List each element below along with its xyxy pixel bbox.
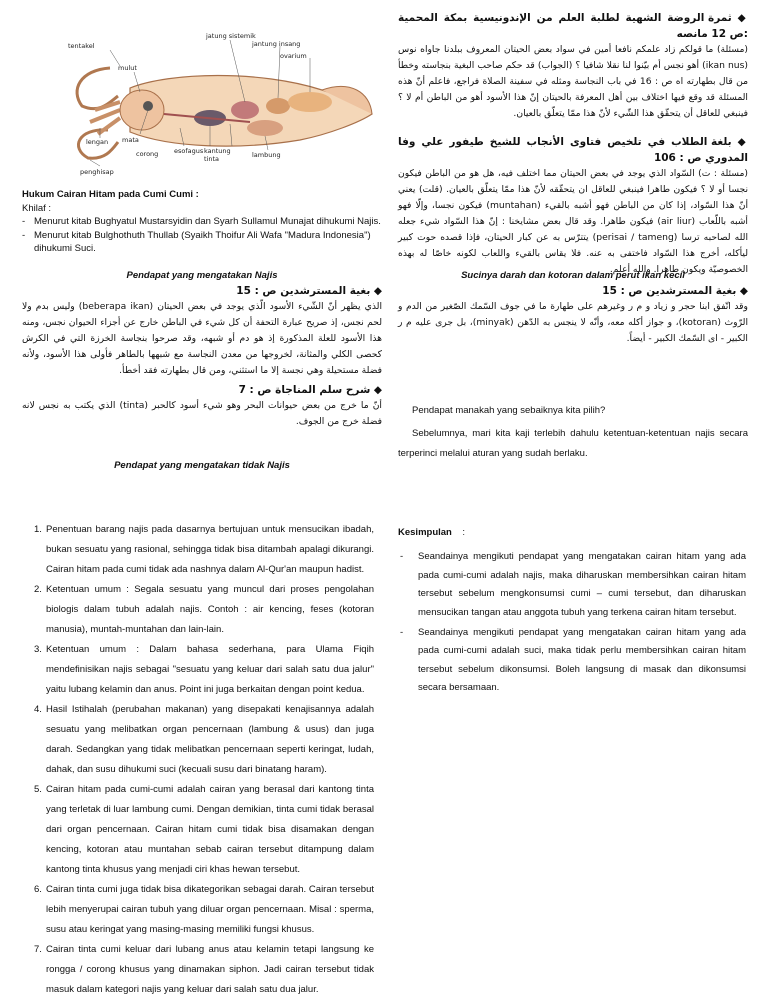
tidak-najis-heading: Pendapat yang mengatakan tidak Najis — [114, 460, 290, 471]
bughyah2-title: ◆ بغية المسترشدين ص : 15 — [602, 285, 748, 297]
najis-heading: Pendapat yang mengatakan Najis — [126, 270, 278, 281]
label-mulut: mulut — [118, 64, 137, 72]
label-tentakel: tentakel — [68, 42, 95, 50]
list-item: 7. Cairan tinta cumi keluar dari lubang anus atau kelamin tetapi langsung ke rongga / corong khusus yang dinamakan siphon. Jadi cairan tersebut tidak masuk dalam kategori najis yang keluar dari salah satu dua jalur. — [34, 944, 374, 995]
syarh-block — [22, 382, 382, 430]
khilaf-label: Khilaf : — [22, 202, 52, 214]
hukum-title: Hukum Cairan Hitam pada Cumi Cumi : — [22, 189, 199, 200]
bughyah-block — [22, 283, 382, 379]
bughyah2-text: وقد اتّفق ابنا حجر و زياد و م ر وغيرهم على طهارة ما في جوف السّمك الصّغير من الدم و الرّوث (kotoran)، و جواز أكله معه، وأنّه لا ينجس به الدّهن (minyak)، بل جرى عليه م ر الكبير - اى السّمك الكبير - أيضاً. — [398, 301, 748, 344]
next-text: Sebelumnya, mari kita kaji terlebih dahulu ketentuan-ketentuan najis secara terperinci melalui aturan yang sudah berlaku. — [398, 428, 748, 459]
label-kantung-tinta: kantung tinta — [204, 147, 231, 163]
label-ovarium: ovarium — [280, 52, 307, 60]
label-mata: mata — [122, 136, 139, 144]
kesimpulan-section — [398, 524, 746, 698]
label-jantung-sistemik: jatung sistemik — [206, 32, 256, 40]
tsamrah-block — [398, 10, 748, 122]
bulghah-title: ◆ بلغة الطلاب في تلخيص فتاوى الأنجاب للشيخ طيفور علي وفا المدوري ص : 106 — [398, 136, 748, 164]
khilaf-item-1: - Menurut kitab Bughyatul Mustarsyidin dan Syarh Sullamul Munajat dihukumi Najis. — [22, 216, 381, 227]
kesimpulan-item: - Seandainya mengikuti pendapat yang mengatakan cairan hitam yang ada pada cumi-cumi adalah suci, maka tidak perlu membersihkan cairan hitam tersebut sebelum dikonsumsi. Boleh langsung di masak dan dikonsumsi secara bersamaan. — [398, 624, 746, 698]
list-item: 5. Cairan hitam pada cumi-cumi adalah cairan yang berasal dari kantong tinta yang terletak di luar lambung cumi. Dengan demikian, tinta cumi tidak berasal dari organ pencernaan. Cairan hitam cumi tidak bisa disamakan dengan kencing, kotoran atau muntahan sebab cairan tersebut ditampung dalam kantong tinta khusus yang menjadi ciri khas hewan tersebut. — [34, 784, 374, 875]
label-esofagus: esofagus — [174, 147, 204, 155]
label-penghisap: penghisap — [80, 168, 114, 176]
bughyah-text: الذي يظهر أنّ الشّيء الأسود الّذي يوجد في بعض الحيتان (beberapa ikan) وليس بدم ولا لحم نجس، إذ صريح عبارة التحفة أن كل شيء في الباطن خارج عن أجزاء الحيوان نجس، ومنه هذا الأسود للعلة المذكورة إذ هو دم أو شبهه، وقد صرحوا بنجاسة الخرزة التي في الكرش كحصى الكلي والمثانة، لخروجها من معدن النجاسة مع شبهها بالطاهر فأولى هذا الأسود، ولأنه فضلة مستحيلة وهي نجسة إلا ما استثني، ومن قال بطهارته فقد أخطأ. — [22, 301, 383, 376]
list-item: 1. Penentuan barang najis pada dasarnya bertujuan untuk mensucikan ibadah, bukan sesuatu yang rasional, sehingga tidak bisa ditambah apalagi dikurangi. Cairan hitam pada cumi tidak ada nashnya dalam Al-Qur'an maupun hadist. — [34, 524, 374, 575]
label-lambung: lambung — [252, 151, 281, 159]
syarh-text: أنّ ما خرج من بعض حيوانات البحر وهو شيء أسود كالحبر (tinta) الذي يكتب به نجس لانه فضلة خرج من الجوف. — [22, 400, 382, 427]
syarh-title: ◆ شرح سلم المناجاة ص : 7 — [238, 384, 382, 396]
list-item: 2. Ketentuan umum : Segala sesuatu yang muncul dari proses pengolahan biologis dalam tubuh adalah najis. Contoh : air kencing, feses (kotoran manusia), muntah-muntahan dan lain-lain. — [34, 584, 374, 635]
ketentuan-list — [10, 520, 374, 1000]
bulghah-text: (مسئلة : ت) السّواد الذي يوجد في بعض الحيتان مما اختلف فيه، هل هو من الباطن فيكون نجسا أو لا ؟ فيكون طاهرا فينبغي للعاقل ان يتحقّقه لأنّ هذا ممّا يتعلّق بالعيان. (قلت) يعني أنّ هذا السّواد، إذا كان من الباطن فهو أشبه بالقيء (muntahan) فيكون نجسا، وإلّا فهو أشبه باللّعاب (air liur) فيكون طاهرا. وقد قال بعض مشايخنا : إنّ هذا السّواد شيء جعله الله لصاحبه ترسا (perisai / tameng) يتترّس به عن كبار الحيتان، فإذا قصده حوت كبير ليأكله، أخرج هذا السّواد فاختفى به عنه. فلا يقاس بالقيء واللعاب لكونه خاصّا له بهذه الخصوصيّة ويكون طاهرا. والله أعلم. — [398, 168, 749, 275]
kesimpulan-item: - Seandainya mengikuti pendapat yang mengatakan cairan hitam yang ada pada cumi-cumi adalah najis, maka diharuskan membersihkan cairan hitam tersebut sebelum mengkonsumsi cumi – cumi tersebut, dan diharuskan mensucikan tangan atau anggota tubuh yang terkena cairan hitam tersebut. — [398, 548, 746, 622]
label-jantung-insang: jantung insang — [252, 40, 301, 48]
kesimpulan-title: Kesimpulan : — [398, 527, 466, 538]
question-text: Pendapat manakah yang sebaiknya kita pilih? — [412, 405, 606, 416]
bughyah-title: ◆ بغية المسترشدين ص : 15 — [236, 285, 382, 297]
hukum-section — [22, 188, 382, 256]
list-item: 6. Cairan tinta cumi juga tidak bisa dikategorikan sebagai darah. Cairan tersebut lebih menyerupai cairan tubuh yang diluar organ pencernaan. Misal : sperma, susu atau keringat yang masing-masing memiliki fungsi khusus. — [34, 884, 374, 935]
list-item: 4. Hasil Istihalah (perubahan makanan) yang disepakati kenajisannya adalah sesuatu yang melibatkan organ pencernaan (lambung & usus) dan juga darah. Sedangkan yang tidak melibatkan pencernaan seperti keringat, ludah, dahak, dan susu dihukumi suci (kecuali susu dari binatang haram). — [34, 704, 374, 775]
sucinya-heading: Sucinya darah dan kotoran dalam perut ikan kecil — [461, 270, 685, 281]
label-lengan: lengan — [86, 138, 109, 146]
khilaf-item-2: - Menurut kitab Bulghothuth Thullab (Syaikh Thoifur Ali Wafa "Madura Indonesia") dihukumi Suci. — [22, 229, 371, 254]
bulghah-block — [398, 134, 748, 278]
tsamrah-text: (مسئلة) ما قولكم زاد علمكم نافعا أمين في سواد بعض الحيتان المعروف ببلدنا جاواه نوس (ikan nus) أهو نجس أم بيّنوا لنا نقلا شافيا ؟ (الجواب) قد حكم صاحب البغية بنجاسته وخطأ من قال بطهارته اه ص : 16 في باب النجاسة ومثله في سفينة الصلاة فراجع، فاعلم أنّ هذه المسئلة قد وقع فيها اختلاف بين أهل المعرفة بالحيتان إنّ هذا الأسود أهو من الباطن أم لا ؟ فينبغي للعاقل أن يتحقّق هذا الشّيء لأنّ هذا ممّا يتعلّق بالعيان. — [398, 44, 748, 119]
tsamrah-title: ◆ ثمرة الروضة الشهية لطلبة العلم من الإندونيسية بمكة المحمية :ص 12 مانصه — [398, 12, 749, 40]
list-item: 3. Ketentuan umum : Dalam bahasa sederhana, para Ulama Fiqih mendefinisikan najis sebagai "sesuatu yang keluar dari salah satu dua jalur" yaitu lubang kelamin dan anus. Point ini juga berkaitan dengan point kedua. — [34, 644, 374, 695]
squid-diagram — [60, 10, 380, 180]
bughyah2-block — [398, 283, 748, 347]
label-corong: corong — [136, 150, 159, 158]
